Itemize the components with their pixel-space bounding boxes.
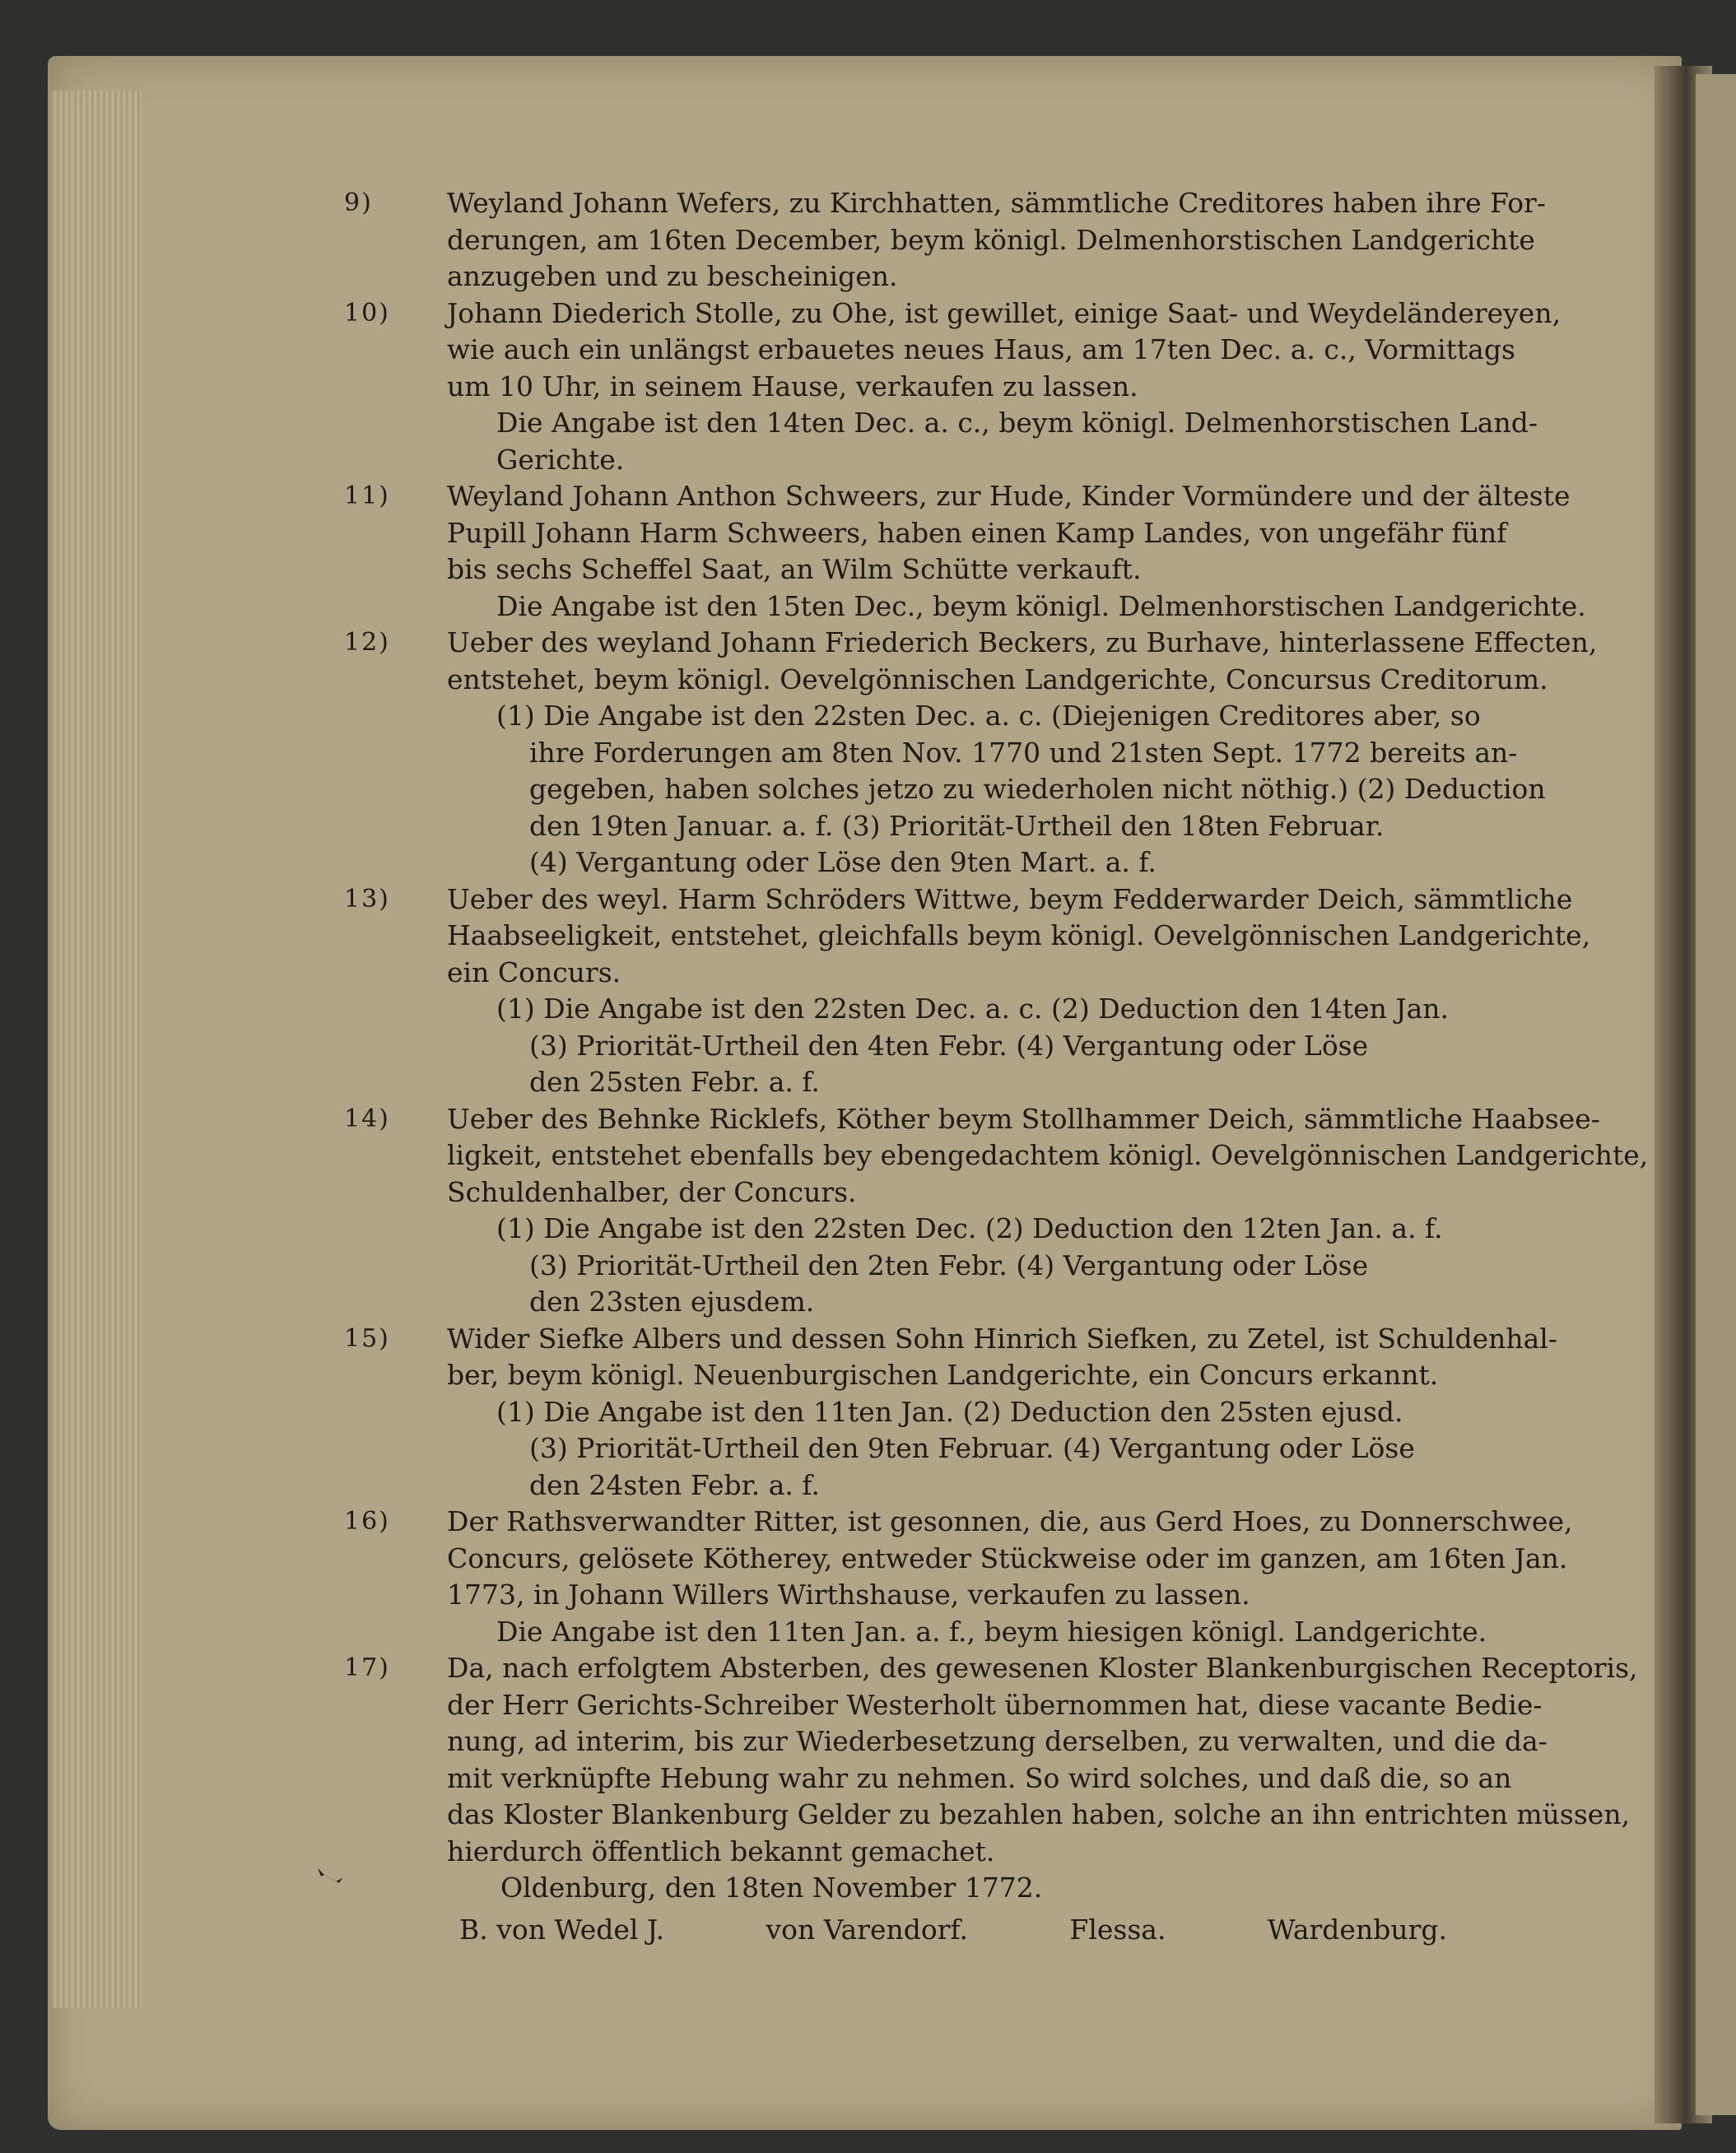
entry-17 xyxy=(344,1650,1638,1870)
entry-line: hierdurch öffentlich bekannt gemachet. xyxy=(447,1834,995,1867)
entry-number: 9) xyxy=(344,188,373,217)
entry-line: Da, nach erfolgtem Absterben, des gewesenen Kloster Blankenburgischen Receptoris, xyxy=(447,1652,1638,1684)
entry-line: Wider Siefke Albers und dessen Sohn Hinrich Siefken, zu Zetel, ist Schuldenhal- xyxy=(447,1322,1558,1355)
entry-note: Die Angabe ist den 15ten Dec., beym königl. Delmenhorstischen Landgerichte. xyxy=(496,589,1586,622)
entry-step: (3) Priorität-Urtheil den 9ten Februar. (4) Vergantung oder Löse xyxy=(529,1432,1415,1464)
entry-line: Der Rathsverwandter Ritter, ist gesonnen, die, aus Gerd Hoes, zu Donnerschwee, xyxy=(447,1505,1573,1537)
entry-13 xyxy=(344,881,1591,1101)
place-date: Oldenburg, den 18ten November 1772. xyxy=(500,1872,1043,1904)
entry-line: 1773, in Johann Willers Wirthshause, verkaufen zu lassen. xyxy=(447,1579,1250,1611)
entry-line: Ueber des weyland Johann Friederich Beckers, zu Burhave, hinterlassene Effecten, xyxy=(447,626,1598,658)
entry-step: (1) Die Angabe ist den 11ten Jan. (2) Deduction den 25sten ejusd. xyxy=(496,1395,1403,1428)
entry-step: (3) Priorität-Urtheil den 2ten Febr. (4) Vergantung oder Löse xyxy=(529,1249,1369,1281)
entry-number: 10) xyxy=(344,298,390,328)
entry-15 xyxy=(344,1321,1562,1504)
entry-note: Gerichte. xyxy=(496,443,625,476)
entry-line: der Herr Gerichts-Schreiber Westerholt übernommen hat, diese vacante Bedie- xyxy=(447,1688,1543,1721)
entry-number: 16) xyxy=(344,1507,390,1536)
entry-number: 14) xyxy=(344,1104,390,1133)
entry-step: den 24sten Febr. a. f. xyxy=(529,1468,820,1501)
entry-line: Concurs, gelösete Kötherey, entweder Stückweise oder im ganzen, am 16ten Jan. xyxy=(447,1542,1568,1574)
entry-line: wie auch ein unlängst erbauetes neues Haus, am 17ten Dec. a. c., Vormittags xyxy=(447,333,1515,365)
entry-line: bis sechs Scheffel Saat, an Wilm Schütte verkauft. xyxy=(447,553,1142,585)
entry-line: Ueber des weyl. Harm Schröders Wittwe, beym Fedderwarder Deich, sämmtliche xyxy=(447,882,1573,915)
entry-16 xyxy=(344,1504,1573,1650)
entry-line: mit verknüpfte Hebung wahr zu nehmen. So wird solches, und daß die, so an xyxy=(447,1761,1512,1794)
entry-line: anzugeben und zu bescheinigen. xyxy=(447,260,898,292)
entry-12 xyxy=(344,625,1598,881)
entry-line: entstehet, beym königl. Oevelgönnischen Landgerichte, Concursus Creditorum. xyxy=(447,663,1548,695)
entry-step: (4) Vergantung oder Löse den 9ten Mart. a. f. xyxy=(529,846,1157,878)
entry-line: ligkeit, entstehet ebenfalls bey ebengedachtem königl. Oevelgönnischen Landgerichte, xyxy=(447,1139,1649,1171)
entry-line: Pupill Johann Harm Schweers, haben einen Kamp Landes, von ungefähr fünf xyxy=(447,516,1507,549)
entry-number: 11) xyxy=(344,481,390,510)
entry-line: ein Concurs. xyxy=(447,956,621,988)
entry-number: 13) xyxy=(344,884,390,914)
entry-step: den 23sten ejusdem. xyxy=(529,1286,815,1318)
entry-step: den 19ten Januar. a. f. (3) Priorität-Urtheil den 18ten Februar. xyxy=(529,809,1385,842)
entry-line: Haabseeligkeit, entstehet, gleichfalls beym königl. Oevelgönnischen Landgerichte, xyxy=(447,919,1591,951)
entry-line: das Kloster Blankenburg Gelder zu bezahlen haben, solche an ihn entrichten müssen, xyxy=(447,1798,1631,1830)
page-text xyxy=(344,185,1649,1948)
printer-ornament-icon xyxy=(314,1867,344,1888)
entry-step: (1) Die Angabe ist den 22sten Dec. a. c. (2) Deduction den 14ten Jan. xyxy=(496,993,1450,1025)
entry-number: 12) xyxy=(344,628,390,657)
entry-line: ber, beym königl. Neuenburgischen Landgerichte, ein Concurs erkannt. xyxy=(447,1359,1439,1391)
entry-note: Die Angabe ist den 14ten Dec. a. c., beym königl. Delmenhorstischen Land- xyxy=(496,407,1538,439)
signature: von Varendorf. xyxy=(766,1913,969,1946)
entry-11 xyxy=(344,478,1586,625)
entry-line: Weyland Johann Wefers, zu Kirchhatten, sämmtliche Creditores haben ihre For- xyxy=(447,187,1546,219)
facing-page-edge xyxy=(1696,74,1736,2115)
entry-14 xyxy=(344,1101,1649,1321)
entry-number: 17) xyxy=(344,1653,390,1682)
signature-row xyxy=(344,1912,1562,1949)
entry-number: 15) xyxy=(344,1323,390,1353)
entry-line: Weyland Johann Anthon Schweers, zur Hude, Kinder Vormündere und der älteste xyxy=(447,480,1571,512)
entry-step: den 25sten Febr. a. f. xyxy=(529,1066,820,1098)
entry-line: Ueber des Behnke Ricklefs, Köther beym Stollhammer Deich, sämmtliche Haabsee- xyxy=(447,1102,1600,1135)
entry-step: (1) Die Angabe ist den 22sten Dec. (2) Deduction den 12ten Jan. a. f. xyxy=(496,1212,1443,1244)
entry-line: nung, ad interim, bis zur Wiederbesetzung derselben, zu verwalten, und die da- xyxy=(447,1725,1548,1757)
page-edges xyxy=(51,91,142,2008)
entry-9 xyxy=(344,185,1562,295)
entry-step: ihre Forderungen am 8ten Nov. 1770 und 21sten Sept. 1772 bereits an- xyxy=(529,736,1518,769)
entry-10 xyxy=(344,295,1562,479)
entry-line: Schuldenhalber, der Concurs. xyxy=(447,1175,857,1208)
entry-line: derungen, am 16ten December, beym königl. Delmenhorstischen Landgerichte xyxy=(447,223,1535,256)
entry-step: gegeben, haben solches jetzo zu wiederholen nicht nöthig.) (2) Deduction xyxy=(529,773,1546,805)
signature: Flessa. xyxy=(1069,1913,1166,1946)
signature: Wardenburg. xyxy=(1267,1913,1447,1946)
entry-line: um 10 Uhr, in seinem Hause, verkaufen zu lassen. xyxy=(447,370,1138,402)
entry-line: Johann Diederich Stolle, zu Ohe, ist gewillet, einige Saat- und Weydeländereyen, xyxy=(447,296,1561,329)
entry-note: Die Angabe ist den 11ten Jan. a. f., beym hiesigen königl. Landgerichte. xyxy=(496,1615,1487,1648)
entry-step: (3) Priorität-Urtheil den 4ten Febr. (4) Vergantung oder Löse xyxy=(529,1029,1369,1062)
entry-step: (1) Die Angabe ist den 22sten Dec. a. c. (Diejenigen Creditores aber, so xyxy=(496,700,1481,732)
signature: B. von Wedel J. xyxy=(459,1913,665,1946)
